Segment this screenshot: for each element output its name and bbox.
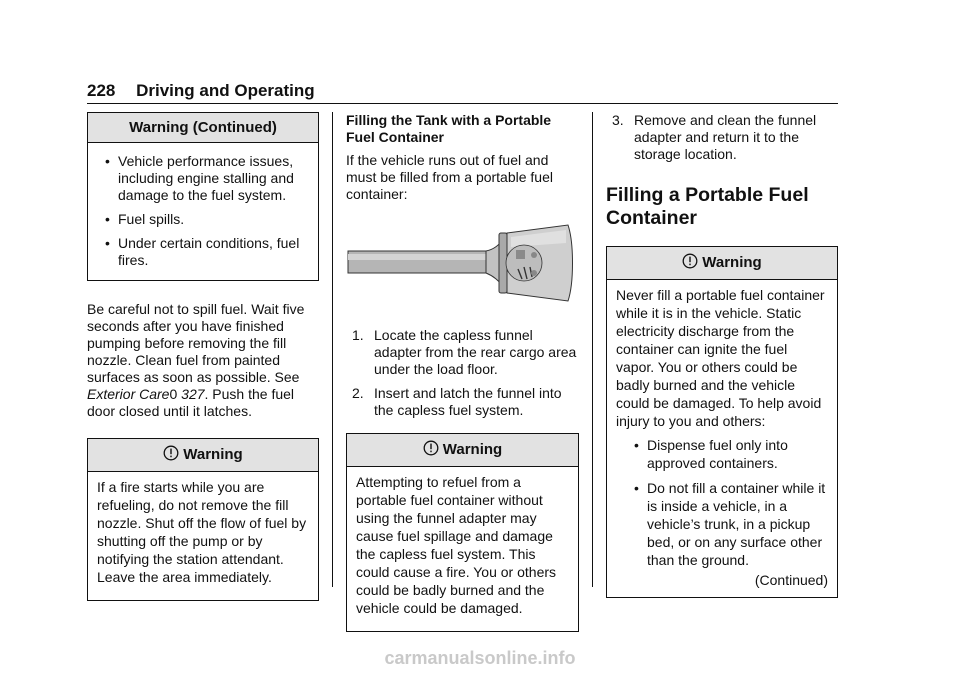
page-number: 228 xyxy=(87,81,116,100)
step-text: Insert and latch the funnel into the capless fuel system. xyxy=(374,385,562,418)
static-warning-box xyxy=(606,246,838,598)
paragraph-text-end: . Push the fuel door closed until it latches. xyxy=(87,386,295,419)
step-number: 2. xyxy=(352,385,364,401)
warning-header xyxy=(347,434,578,467)
step-number: 3. xyxy=(612,112,624,128)
bullet-text: Do not fill a container while it is inside a vehicle, in a vehicle’s trunk, in a pickup bed, or on any surface other than the ground. xyxy=(647,480,826,568)
warning-text: Attempting to refuel from a portable fuel container without using the funnel adapter may cause fuel spillage and damage the capless fuel system. This could cause a fire. You or others could be badly burned and the vehicle could be damaged. xyxy=(356,474,557,616)
warning-header xyxy=(607,247,837,280)
bullet-text: Dispense fuel only into approved containers. xyxy=(647,437,788,471)
continued-warning-title: Warning (Continued) xyxy=(88,113,318,143)
bullet-symbol: • xyxy=(105,235,110,251)
watermark-text: carmanualsonline.info xyxy=(384,648,576,668)
page-ref-number[interactable]: 327 xyxy=(181,386,205,402)
section-title: Driving and Operating xyxy=(136,81,315,100)
funnel-adapter-image xyxy=(346,203,579,327)
column-1 xyxy=(87,112,319,601)
list-item xyxy=(616,436,828,472)
portable-fill-subheading: Filling the Tank with a Portable Fuel Container xyxy=(346,112,552,145)
list-item xyxy=(616,479,828,569)
list-item xyxy=(606,112,838,163)
exterior-care-link[interactable]: Exterior Care xyxy=(87,386,170,402)
funnel-warning-box xyxy=(346,433,579,632)
warning-title: Warning xyxy=(183,446,243,463)
fire-warning-box xyxy=(87,438,319,601)
warning-title: Warning xyxy=(702,254,762,271)
column-2 xyxy=(346,112,579,632)
list-item xyxy=(97,153,309,204)
funnel-adapter-illustration xyxy=(346,203,579,327)
bullet-text: Vehicle performance issues, including engine stalling and damage to the fuel system. xyxy=(118,153,294,203)
list-item xyxy=(97,211,309,228)
warning-text: If a fire starts while you are refueling, do not remove the fill nozzle. Shut off the flow of fuel by shutting off the pump or by notifying the station attendant. Leave the area immediately. xyxy=(97,479,307,585)
bullet-text: Fuel spills. xyxy=(118,211,185,227)
warning-header xyxy=(88,439,318,472)
intro-text: If the vehicle runs out of fuel and must be filled from a portable fuel container: xyxy=(346,152,553,202)
list-item xyxy=(346,385,579,419)
fuel-spill-paragraph xyxy=(87,301,319,420)
bullet-symbol: • xyxy=(105,153,110,169)
step-number: 1. xyxy=(352,327,364,343)
bullet-symbol: • xyxy=(634,437,639,453)
paragraph-text: Be careful not to spill fuel. Wait five seconds after you have finished pumping before removing the fill nozzle. Clean fuel from painted surfaces as soon as possible. See xyxy=(87,301,305,385)
bullet-text: Under certain conditions, fuel fires. xyxy=(118,235,300,268)
warning-text: Never fill a portable fuel container while it is in the vehicle. Static electricity discharge from the container can ignite the fuel vapor. You or others could be badly burned and the vehicle could be damaged. To help avoid injury to you and others: xyxy=(616,287,825,429)
list-item xyxy=(346,327,579,378)
continued-label: (Continued) xyxy=(754,572,828,588)
step-text: Locate the capless funnel adapter from the rear cargo area under the load floor. xyxy=(374,327,577,377)
warning-icon xyxy=(163,445,179,465)
warning-icon xyxy=(423,440,439,460)
portable-container-section-title: Filling a Portable Fuel Container xyxy=(606,184,809,229)
column-divider-1 xyxy=(332,112,333,587)
page-ref-symbol: 0 xyxy=(169,386,178,402)
list-item xyxy=(97,235,309,269)
page-header xyxy=(87,81,315,101)
warning-title: Warning xyxy=(442,441,503,458)
bullet-symbol: • xyxy=(634,480,639,496)
step-text: Remove and clean the funnel adapter and return it to the storage location. xyxy=(634,112,817,162)
column-divider-2 xyxy=(592,112,593,587)
warning-icon xyxy=(682,253,698,273)
header-rule xyxy=(87,103,838,104)
continued-warning-box xyxy=(87,112,319,281)
column-3 xyxy=(606,112,838,598)
bullet-symbol: • xyxy=(105,211,110,227)
